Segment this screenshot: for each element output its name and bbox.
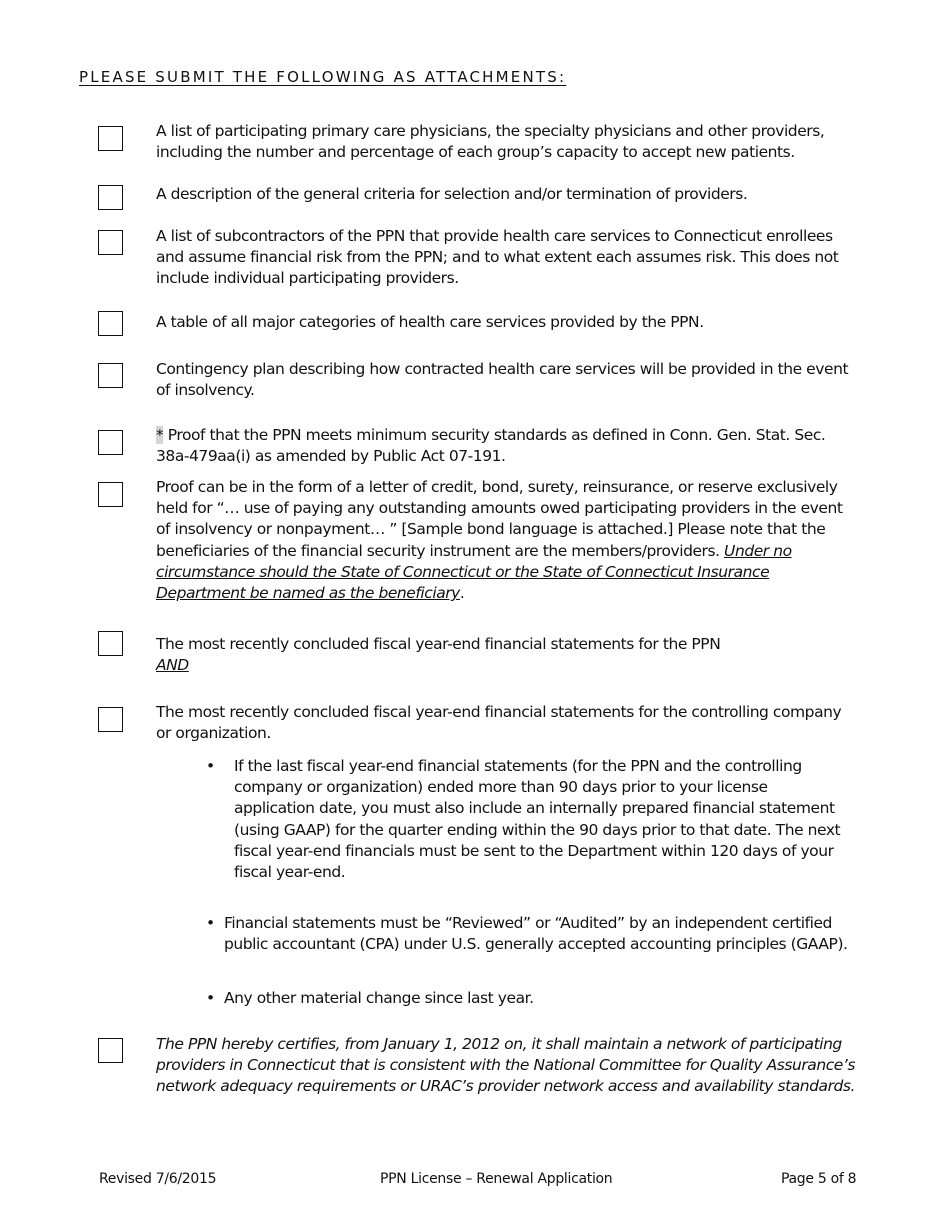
item-controlling-company-financials: The most recently concluded fiscal year-end financial statements for the controlling company or organization. — [156, 703, 842, 743]
security-standards-text: Proof that the PPN meets minimum security standards as defined in Conn. Gen. Stat. Sec. 38a-479aa(i) as amended by Public Act 07-191. — [156, 426, 826, 466]
item-services-table: A table of all major categories of health care services provided by the PPN. — [156, 313, 704, 331]
bullet-item-reviewed-audited — [206, 913, 856, 955]
checkbox-proof-form[interactable] — [98, 482, 123, 507]
and-conjunction: AND — [156, 656, 189, 675]
bullet-item-late-financials — [206, 756, 846, 883]
bullet-text-material-change: Any other material change since last year. — [224, 989, 534, 1007]
beneficiary-warning: Under no circumstance should the State of Connecticut or the State of Connecticut Insurance Department be named as the beneficiary — [156, 541, 792, 603]
bullet-item-material-change — [206, 988, 856, 1009]
item-proof-form — [156, 477, 856, 604]
item-security-standards — [156, 425, 856, 467]
item-selection-criteria: A description of the general criteria for selection and/or termination of providers. — [156, 185, 748, 203]
checkbox-network-certification[interactable] — [98, 1038, 123, 1063]
bullet-icon: • — [206, 989, 215, 1007]
bullet-icon: • — [206, 914, 215, 932]
bullet-text-late-financials: If the last fiscal year-end financial statements (for the PPN and the controlling company or organization) ended more than 90 days prior to your license application date, you must also include an internally prepared financial statement (using GAAP) for the quarter ending within the 90 days prior to that date. The next fiscal year-end financials must be sent to the Department within 120 days of your fiscal year-end. — [234, 757, 841, 882]
footer-revised-date: Revised 7/6/2015 — [99, 1171, 217, 1187]
asterisk-marker: * — [156, 426, 164, 444]
checkbox-selection-criteria[interactable] — [98, 185, 123, 210]
ppn-financials-text: The most recently concluded fiscal year-end financial statements for the PPN — [156, 635, 721, 653]
item-subcontractors: A list of subcontractors of the PPN that provide health care services to Connecticut enrollees and assume financial risk from the PPN; and to what extent each assumes risk. This does not include individual participating providers. — [156, 227, 839, 288]
proof-form-text: Proof can be in the form of a letter of credit, bond, surety, reinsurance, or reserve exclusively held for “… use of paying any outstanding amounts owed participating providers in the event of insolvency or nonpayment… ” [Sample bond language is attached.] Please note that the beneficiaries of the financial security instrument are the members/providers. — [156, 478, 843, 560]
item-physician-list: A list of participating primary care physicians, the specialty physicians and other providers, including the number and percentage of each group’s capacity to accept new patients. — [156, 122, 825, 162]
checkbox-ppn-financials[interactable] — [98, 631, 123, 656]
checkbox-security-standards[interactable] — [98, 430, 123, 455]
proof-form-period: . — [459, 584, 465, 603]
bullet-text-reviewed-audited: Financial statements must be “Reviewed” or “Audited” by an independent certified public accountant (CPA) under U.S. generally accepted accounting principles (GAAP). — [224, 914, 848, 954]
footer-page-number: Page 5 of 8 — [781, 1171, 857, 1187]
attachments-heading: PLEASE SUBMIT THE FOLLOWING AS ATTACHMENTS: — [79, 68, 567, 86]
checkbox-contingency-plan[interactable] — [98, 363, 123, 388]
checkbox-physician-list[interactable] — [98, 126, 123, 151]
item-network-certification: The PPN hereby certifies, from January 1, 2012 on, it shall maintain a network of participating providers in Connecticut that is consistent with the National Committee for Quality Assurance’s network adequacy requirements or URAC’s provider network access and availability standards. — [156, 1035, 856, 1096]
checkbox-services-table[interactable] — [98, 311, 123, 336]
footer-document-title: PPN License – Renewal Application — [380, 1171, 613, 1187]
item-ppn-financials — [156, 634, 856, 676]
bullet-icon: • — [206, 757, 215, 775]
item-contingency-plan: Contingency plan describing how contracted health care services will be provided in the event of insolvency. — [156, 360, 849, 400]
checkbox-subcontractors[interactable] — [98, 230, 123, 255]
checkbox-controlling-company-financials[interactable] — [98, 707, 123, 732]
